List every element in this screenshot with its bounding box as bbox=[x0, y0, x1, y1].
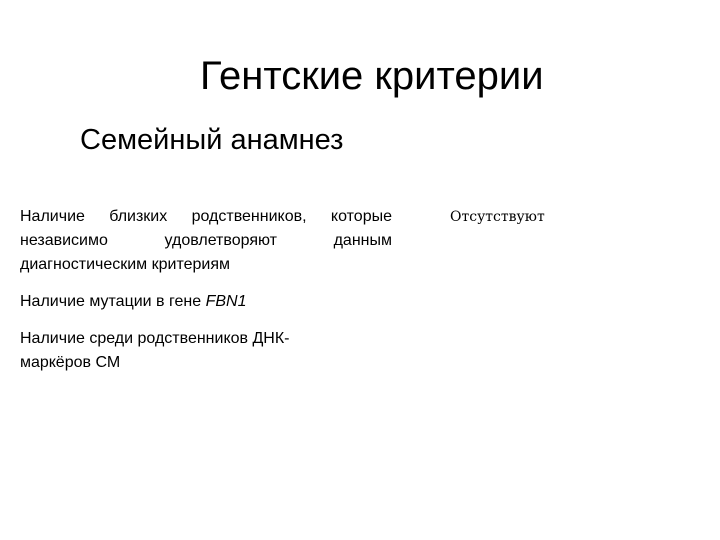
slide-subtitle: Семейный анамнез bbox=[80, 124, 344, 156]
criterion-fbn1-mutation bbox=[20, 290, 246, 314]
criterion-fbn1-text: Наличие мутации в гене bbox=[20, 293, 206, 310]
criterion-dna-markers: Наличие среди родственников ДНК-маркёров СМ bbox=[20, 330, 290, 371]
criterion-status: Отсутствуют bbox=[450, 209, 545, 225]
slide-title: Гентские критерии bbox=[200, 54, 544, 98]
criterion-relatives: Наличие близких родственников, которые независимо удовлетворяют данным диагностическим критериям bbox=[20, 208, 392, 273]
gene-name: FBN1 bbox=[205, 293, 247, 310]
